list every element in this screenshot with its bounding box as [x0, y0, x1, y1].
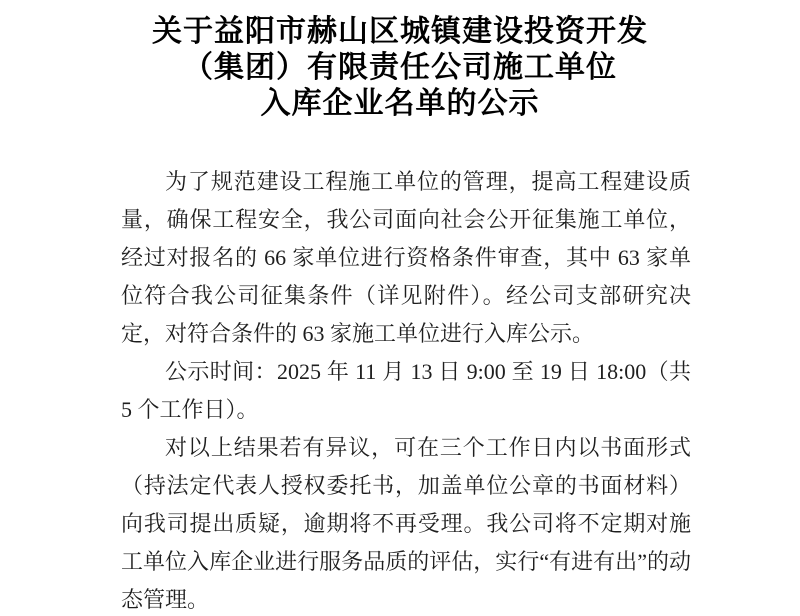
document-title: [0, 0, 800, 122]
title-line-3: 入库企业名单的公示: [260, 87, 540, 120]
document-body: [121, 163, 691, 616]
paragraph-publicity-time: 公示时间：2025 年 11 月 13 日 9:00 至 19 日 18:00（共 5 个工作日）。: [121, 359, 691, 422]
title-line-1: 关于益阳市赫山区城镇建设投资开发: [152, 15, 648, 48]
paragraph-intro: 为了规范建设工程施工单位的管理，提高工程建设质量，确保工程安全，我公司面向社会公开征集施工单位，经过对报名的 66 家单位进行资格条件审查，其中 63 家单位符合我公司征集条件（详见附件）。经公司支部研究决定，对符合条件的 63 家施工单位进行入库公示。: [121, 169, 691, 346]
title-line-2: （集团）有限责任公司施工单位: [183, 51, 617, 84]
paragraph-objection-and-management: 对以上结果若有异议，可在三个工作日内以书面形式（持法定代表人授权委托书，加盖单位公章的书面材料）向我司提出质疑，逾期将不再受理。我公司将不定期对施工单位入库企业进行服务品质的评估，实行“有进有出”的动态管理。: [121, 435, 691, 612]
